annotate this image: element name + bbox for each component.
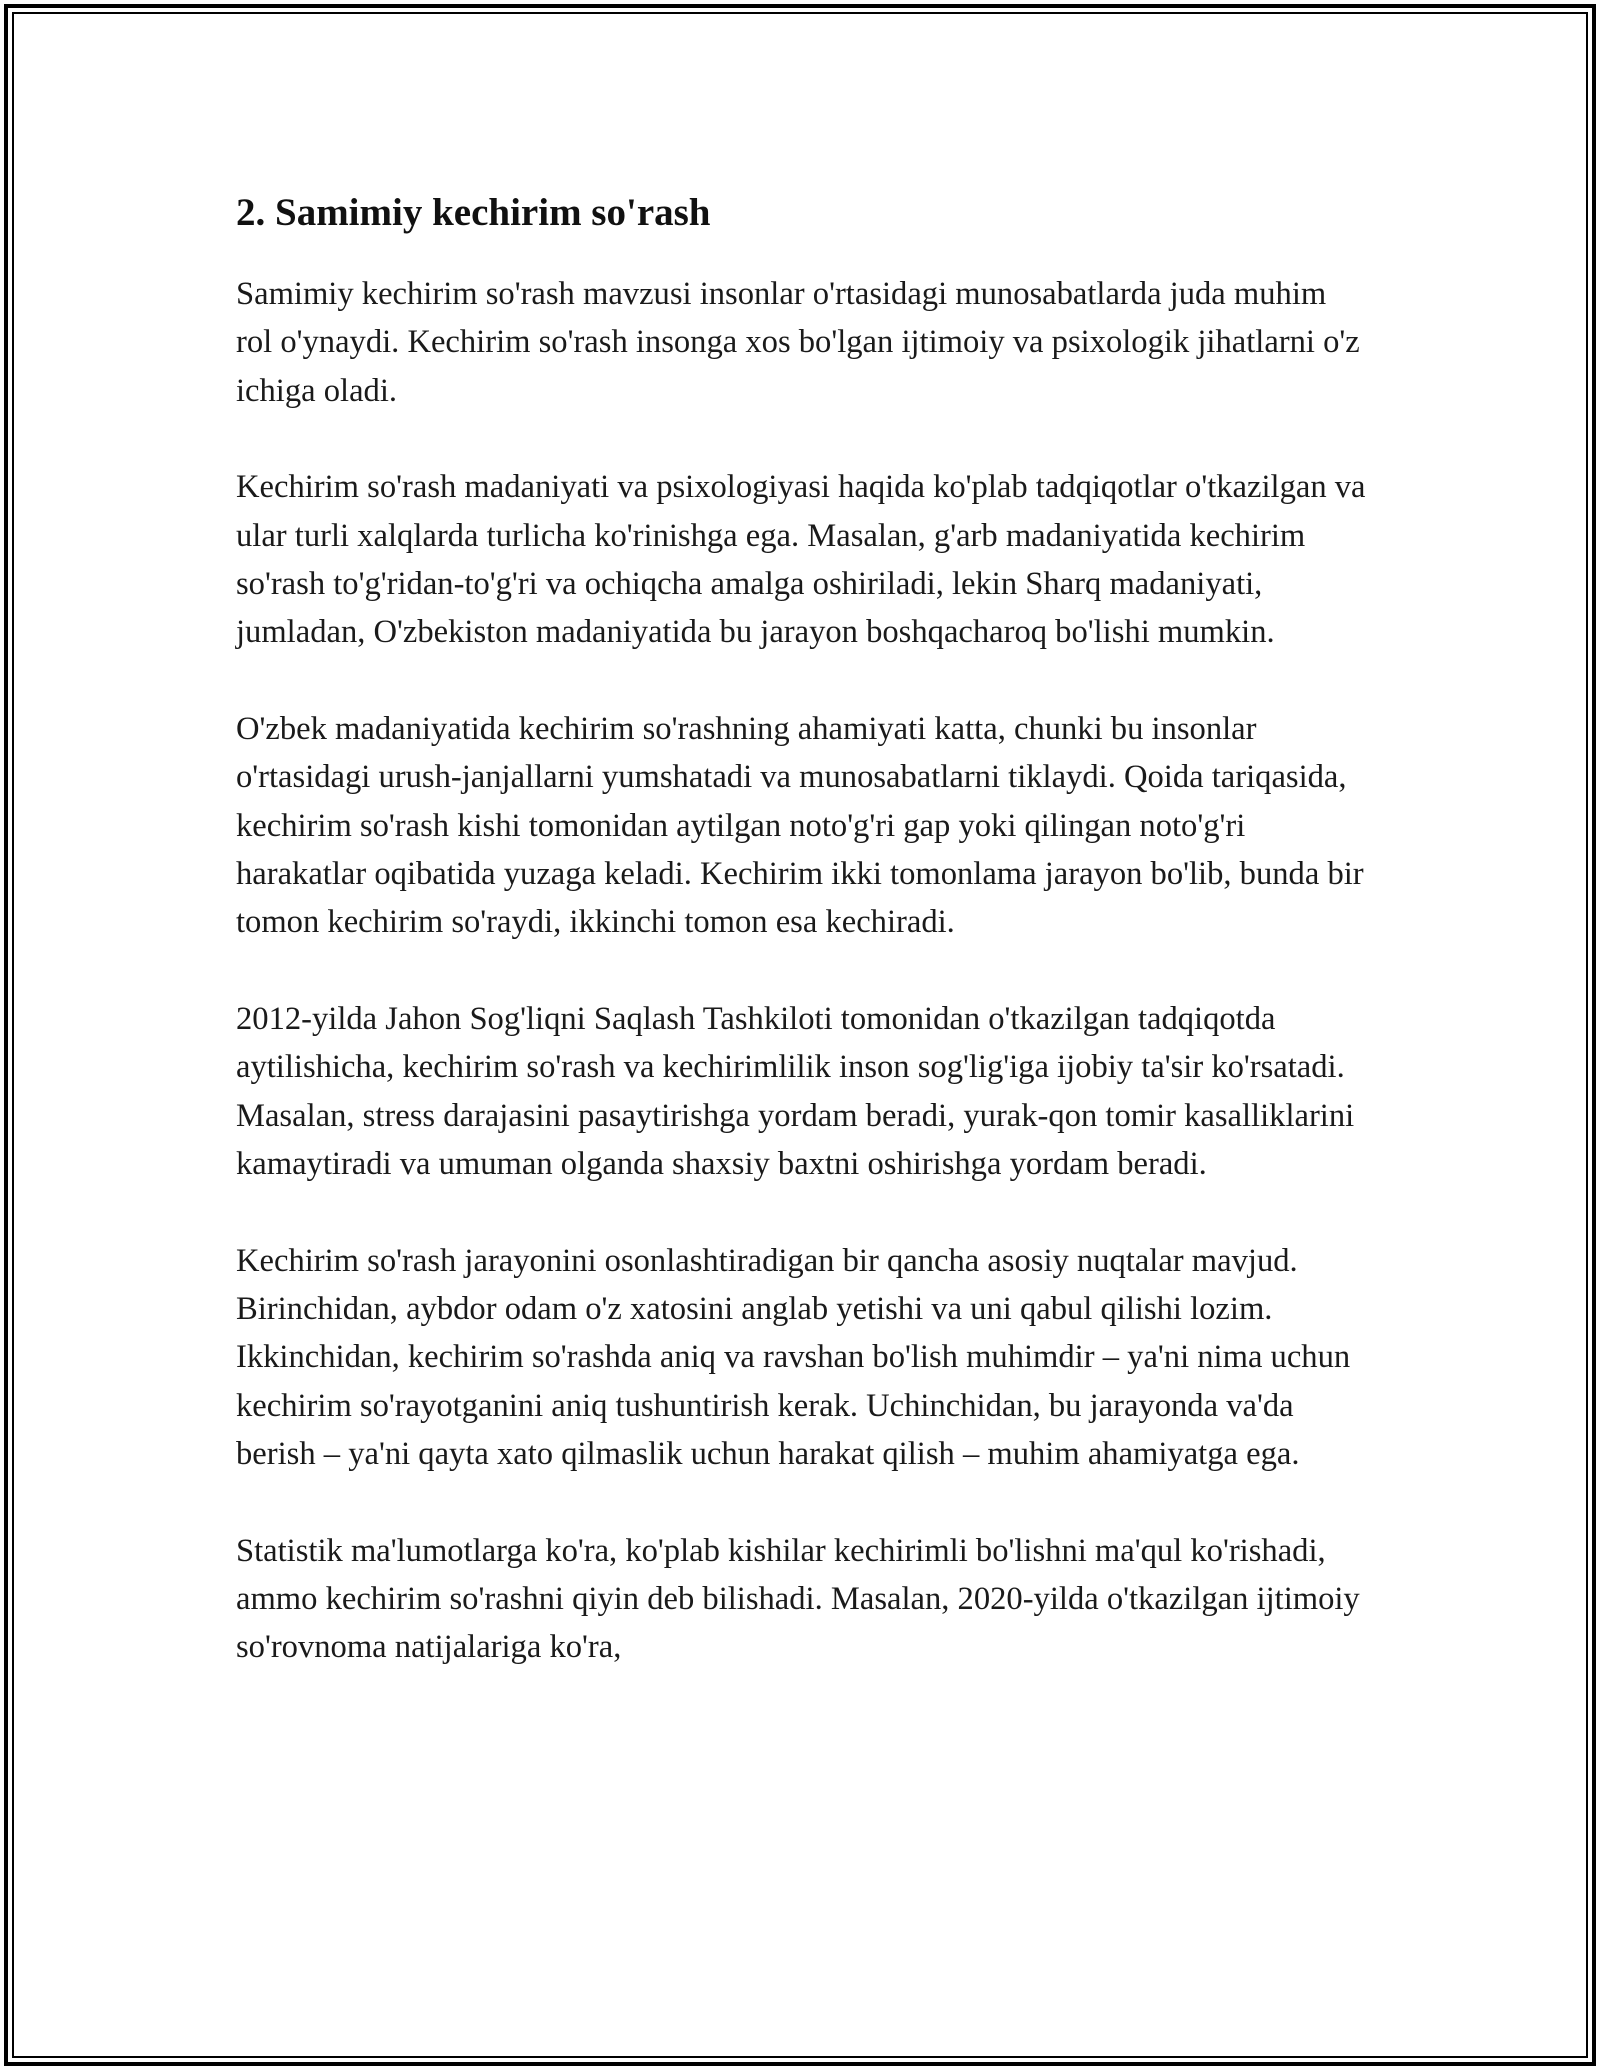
paragraph-statistics: Statistik ma'lumotlarga ko'ra, ko'plab kishilar kechirimli bo'lishni ma'qul ko'rishadi, ammo kechirim so'rashni qiyin deb bilishadi. Masalan, 2020-yilda o'tkazilgan ijtimoiy so'rovnoma natijalariga ko'ra,	[236, 1532, 1360, 1666]
document-body	[236, 184, 1366, 1672]
paragraph-health-study: 2012-yilda Jahon Sog'liqni Saqlash Tashkiloti tomonidan o'tkazilgan tadqiqotda aytilishicha, kechirim so'rash va kechirimlilik inson sog'lig'iga ijobiy ta'sir ko'rsatadi. Masalan, stress darajasini pasaytirishga yordam beradi, yurak-qon tomir kasalliklarini kamaytiradi va umuman olganda shaxsiy baxtni oshirishga yordam beradi.	[236, 1000, 1355, 1183]
paragraph-key-points: Kechirim so'rash jarayonini osonlashtiradigan bir qancha asosiy nuqtalar mavjud. Birinchidan, aybdor odam o'z xatosini anglab yetishi va uni qabul qilishi lozim. Ikkinchidan, kechirim so'rashda aniq va ravshan bo'lish muhimdir – ya'ni nima uchun kechirim so'rayotganini aniq tushuntirish kerak. Uchinchidan, bu jarayonda va'da berish – ya'ni qayta xato qilmaslik uchun harakat qilish – muhim ahamiyatga ega.	[236, 1242, 1351, 1473]
paragraph-intro: Samimiy kechirim so'rash mavzusi insonlar o'rtasidagi munosabatlarda juda muhim rol o'ynaydi. Kechirim so'rash insonga xos bo'lgan ijtimoiy va psixologik jihatlarni o'z ichiga oladi.	[236, 276, 1360, 409]
paragraph-culture: Kechirim so'rash madaniyati va psixologiyasi haqida ko'plab tadqiqotlar o'tkazilgan va ular turli xalqlarda turlicha ko'rinishga ega. Masalan, g'arb madaniyatida kechirim so'rash to'g'ridan-to'g'ri va ochiqcha amalga oshiriladi, lekin Sharq madaniyati, jumladan, O'zbekiston madaniyatida bu jarayon boshqacharoq bo'lishi mumkin.	[236, 469, 1366, 651]
paragraph-uzbek-culture: O'zbek madaniyatida kechirim so'rashning ahamiyati katta, chunki bu insonlar o'rtasidagi urush-janjallarni yumshatadi va munosabatlarni tiklaydi. Qoida tariqasida, kechirim so'rash kishi tomonidan aytilgan noto'g'ri gap yoki qilingan noto'g'ri harakatlar oqibatida yuzaga keladi. Kechirim ikki tomonlama jarayon bo'lib, bunda bir tomon kechirim so'raydi, ikkinchi tomon esa kechiradi.	[236, 710, 1364, 941]
section-heading: 2. Samimiy kechirim so'rash	[236, 191, 711, 234]
